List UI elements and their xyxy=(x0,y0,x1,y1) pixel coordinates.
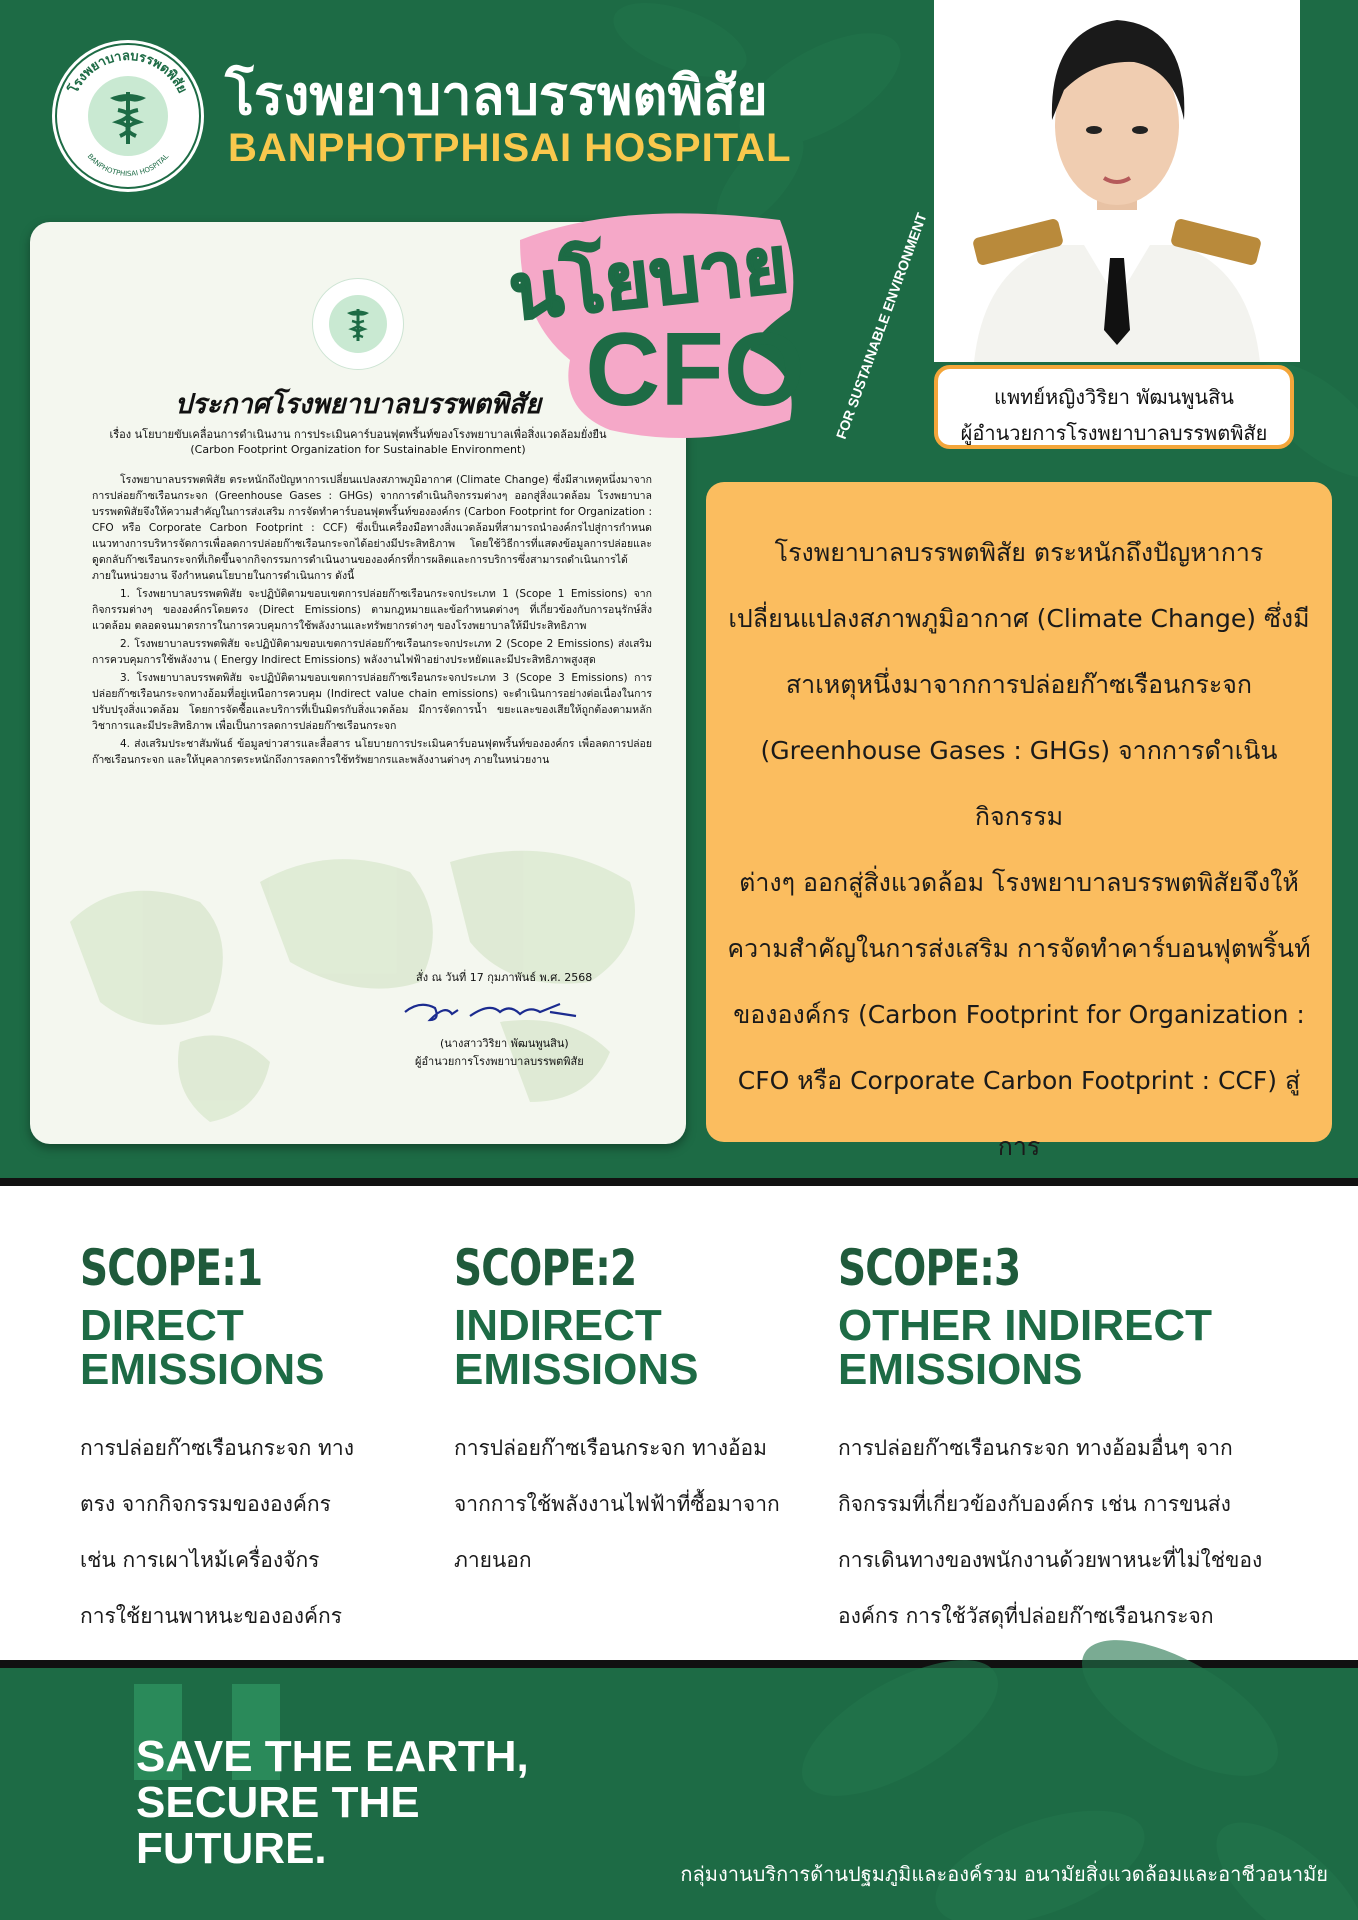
document-date: สั่ง ณ วันที่ 17 กุมภาพันธ์ พ.ศ. 2568 xyxy=(416,971,593,984)
document-body xyxy=(92,472,652,770)
director-position: ผู้อำนวยการโรงพยาบาลบรรพตพิสัย xyxy=(960,421,1268,445)
footer-credit: กลุ่มงานบริการด้านปฐมภูมิและองค์รวม อนามัยสิ่งแวดล้อมและอาชีวอนามัย xyxy=(680,1862,1328,1886)
director-name: แพทย์หญิงวิริยา พัฒนพูนสิน xyxy=(994,385,1234,409)
director-name-box xyxy=(934,365,1294,449)
scope-number: SCOPE:2 xyxy=(454,1239,637,1297)
document-item: 2. โรงพยาบาลบรรพตพิสัย จะปฏิบัติตามขอบเขตการปล่อยก๊าซเรือนกระจกประเภท 2 (Scope 2 Emissions) ส่งเสริมการควบคุมการใช้พลังงาน ( Energy Indirect Emissions) พลังงานไฟฟ้าอย่างประหยัดและมีประสิทธิภาพสูงสุด xyxy=(92,638,652,666)
caduceus-icon xyxy=(313,279,403,369)
scope-3 xyxy=(838,1238,1262,1644)
slogan: SAVE THE EARTH, SECURE THE FUTURE. xyxy=(136,1732,529,1873)
caduceus-icon xyxy=(52,40,204,192)
scope-title: OTHER INDIRECT EMISSIONS xyxy=(838,1301,1212,1394)
scope-description: การปล่อยก๊าซเรือนกระจก ทางอ้อมอื่นๆ จาก กิจกรรมที่เกี่ยวข้องกับองค์กร เช่น การขนส่ง การเดินทางของพนักงานด้วยพาหนะที่ไม่ใช่ของ องค์กร การใช้วัสดุที่ปล่อยก๊าซเรือนกระจก xyxy=(838,1436,1263,1628)
document-logo xyxy=(312,278,404,370)
document-title: ประกาศโรงพยาบาลบรรพตพิสัย xyxy=(174,389,542,420)
badge-side-text: FOR SUSTAINABLE ENVIRONMENT xyxy=(832,210,930,442)
policy-cfo-badge xyxy=(500,210,930,442)
document-item: 4. ส่งเสริมประชาสัมพันธ์ ข้อมูลข่าวสารและสื่อสาร นโยบายการประเมินคาร์บอนฟุตพริ้นท์ขององค์กร เพื่อลดการปล่อยก๊าซเรือนกระจก และให้บุคลากรตระหนักถึงการลดการใช้ทรัพยากรและพลังงานต่างๆ ภายในหน่วยงาน xyxy=(92,738,652,766)
scope-title: INDIRECT EMISSIONS xyxy=(454,1301,699,1394)
summary-text: โรงพยาบาลบรรพตพิสัย ตระหนักถึงปัญหาการ เปลี่ยนแปลงสภาพภูมิอากาศ (Climate Change) ซึ่งมี สาเหตุหนึ่งมาจากการปล่อยก๊าซเรือนกระจก (Greenhouse Gases : GHGs) จากการดำเนินกิจกรรม ต่างๆ ออกสู่สิ่งแวดล้อม โรงพยาบาลบรรพตพิสัยจึงให้ ความสำคัญในการส่งเสริม การจัดทำคาร์บอนฟุตพริ้นท์ ขององค์กร (Carbon Footprint for Organization : CFO หรือ Corporate Carbon Footprint : CCF) สู่การ xyxy=(727,538,1311,1161)
document-signer-title: ผู้อำนวยการโรงพยาบาลบรรพตพิสัย xyxy=(415,1055,584,1068)
hospital-logo xyxy=(52,40,204,192)
scope-description: การปล่อยก๊าซเรือนกระจก ทาง ตรง จากกิจกรรมขององค์กร เช่น การเผาไหม้เครื่องจักร การใช้ยานพาหนะขององค์กร xyxy=(80,1436,354,1628)
scope-number: SCOPE:3 xyxy=(838,1239,1021,1297)
hospital-name-thai: โรงพยาบาลบรรพตพิสัย xyxy=(225,64,768,127)
document-item: 3. โรงพยาบาลบรรพตพิสัย จะปฏิบัติตามขอบเขตการปล่อยก๊าซเรือนกระจกประเภท 3 (Scope 3 Emissions) การปล่อยก๊าซเรือนกระจกทางอ้อมที่อยู่เหนือการควบคุม (Indirect value chain emissions) จะดำเนินการอย่างต่อเนื่องในการปรับปรุงสิ่งแวดล้อม โดยการจัดซื้อและบริการที่เป็นมิตรกับสิ่งแวดล้อม มีการจัดการน้ำ ขยะและของเสียให้ถูกต้องตามหลักวิชาการและมีประสิทธิภาพ เพื่อเป็นการลดการปล่อยก๊าซเรือนกระจก xyxy=(92,672,652,732)
badge-line1: นโยบาย xyxy=(504,219,793,339)
document-intro: โรงพยาบาลบรรพตพิสัย ตระหนักถึงปัญหาการเปลี่ยนแปลงสภาพภูมิอากาศ (Climate Change) ซึ่งมีสาเหตุหนึ่งมาจากการปล่อยก๊าซเรือนกระจก (Greenhouse Gases : GHGs) จากการดำเนินกิจกรรมต่างๆ ออกสู่สิ่งแวดล้อม โรงพยาบาลบรรพตพิสัยจึงให้ความสำคัญในการส่งเสริม การจัดทำคาร์บอนฟุตพริ้นท์ขององค์กร (Carbon Footprint for Organization : CFO หรือ Corporate Carbon Footprint : CCF) ซึ่งเป็นเครื่องมือทางสิ่งแวดล้อมที่สามารถนำองค์กรไปสู่การกำหนดแนวทางการบริหารจัดการเพื่อลดการปล่อยก๊าซเรือนกระจกได้อย่างมีประสิทธิภาพ โดยใช้วิธีการที่แสดงข้อมูลการปล่อยและดูดกลับก๊าซเรือนกระจกที่เกิดขึ้นจากกิจกรรมการดำเนินงานขององค์กรที่การผลิตและการบริการซึ่งสามารถดำเนินการได้ภายในหน่วยงาน จึงกำหนดนโยบายในการดำเนินการ ดังนี้ xyxy=(92,474,652,582)
director-photo xyxy=(934,0,1300,362)
footer xyxy=(0,1668,1358,1920)
scope-1 xyxy=(80,1238,354,1644)
scope-description: การปล่อยก๊าซเรือนกระจก ทางอ้อม จากการใช้พลังงานไฟฟ้าที่ซื้อมาจาก ภายนอก xyxy=(454,1436,780,1572)
signature-image xyxy=(400,990,580,1030)
document-signer: (นางสาววิริยา พัฒนพูนสิน) xyxy=(440,1037,569,1050)
badge-line2: CFO xyxy=(585,312,805,428)
scope-number: SCOPE:1 xyxy=(80,1239,263,1297)
document-subject: เรื่อง นโยบายขับเคลื่อนการดำเนินงาน การประเมินคาร์บอนฟุตพริ้นท์ของโรงพยาบาลเพื่อสิ่งแวดล้อมยั่งยืน (Carbon Footprint Organization for Sustainable Environment) xyxy=(109,428,607,456)
hospital-name-english: BANPHOTPHISAI HOSPITAL xyxy=(228,126,792,170)
scope-title: DIRECT EMISSIONS xyxy=(80,1301,325,1394)
divider-top xyxy=(0,1178,1358,1186)
logo-text-top: โรงพยาบาลบรรพตพิสัย xyxy=(66,48,190,96)
scope-2 xyxy=(454,1238,780,1588)
scopes-section xyxy=(0,1186,1358,1660)
summary-panel xyxy=(706,482,1332,1161)
document-item: 1. โรงพยาบาลบรรพตพิสัย จะปฏิบัติตามขอบเขตการปล่อยก๊าซเรือนกระจกประเภท 1 (Scope 1 Emissions) จากกิจกรรมต่างๆ ขององค์กรโดยตรง (Direct Emissions) ตามกฎหมายและข้อกำหนดต่างๆ ที่เกี่ยวข้องกับการอนุรักษ์สิ่งแวดล้อม ตลอดจนมาตรการในการควบคุมการใช้พลังงานและทรัพยากรต่างๆ ของโรงพยาบาลให้มีประสิทธิภาพ xyxy=(92,588,652,632)
logo-text-bottom: BANPHOTPHISAI HOSPITAL xyxy=(85,152,171,179)
